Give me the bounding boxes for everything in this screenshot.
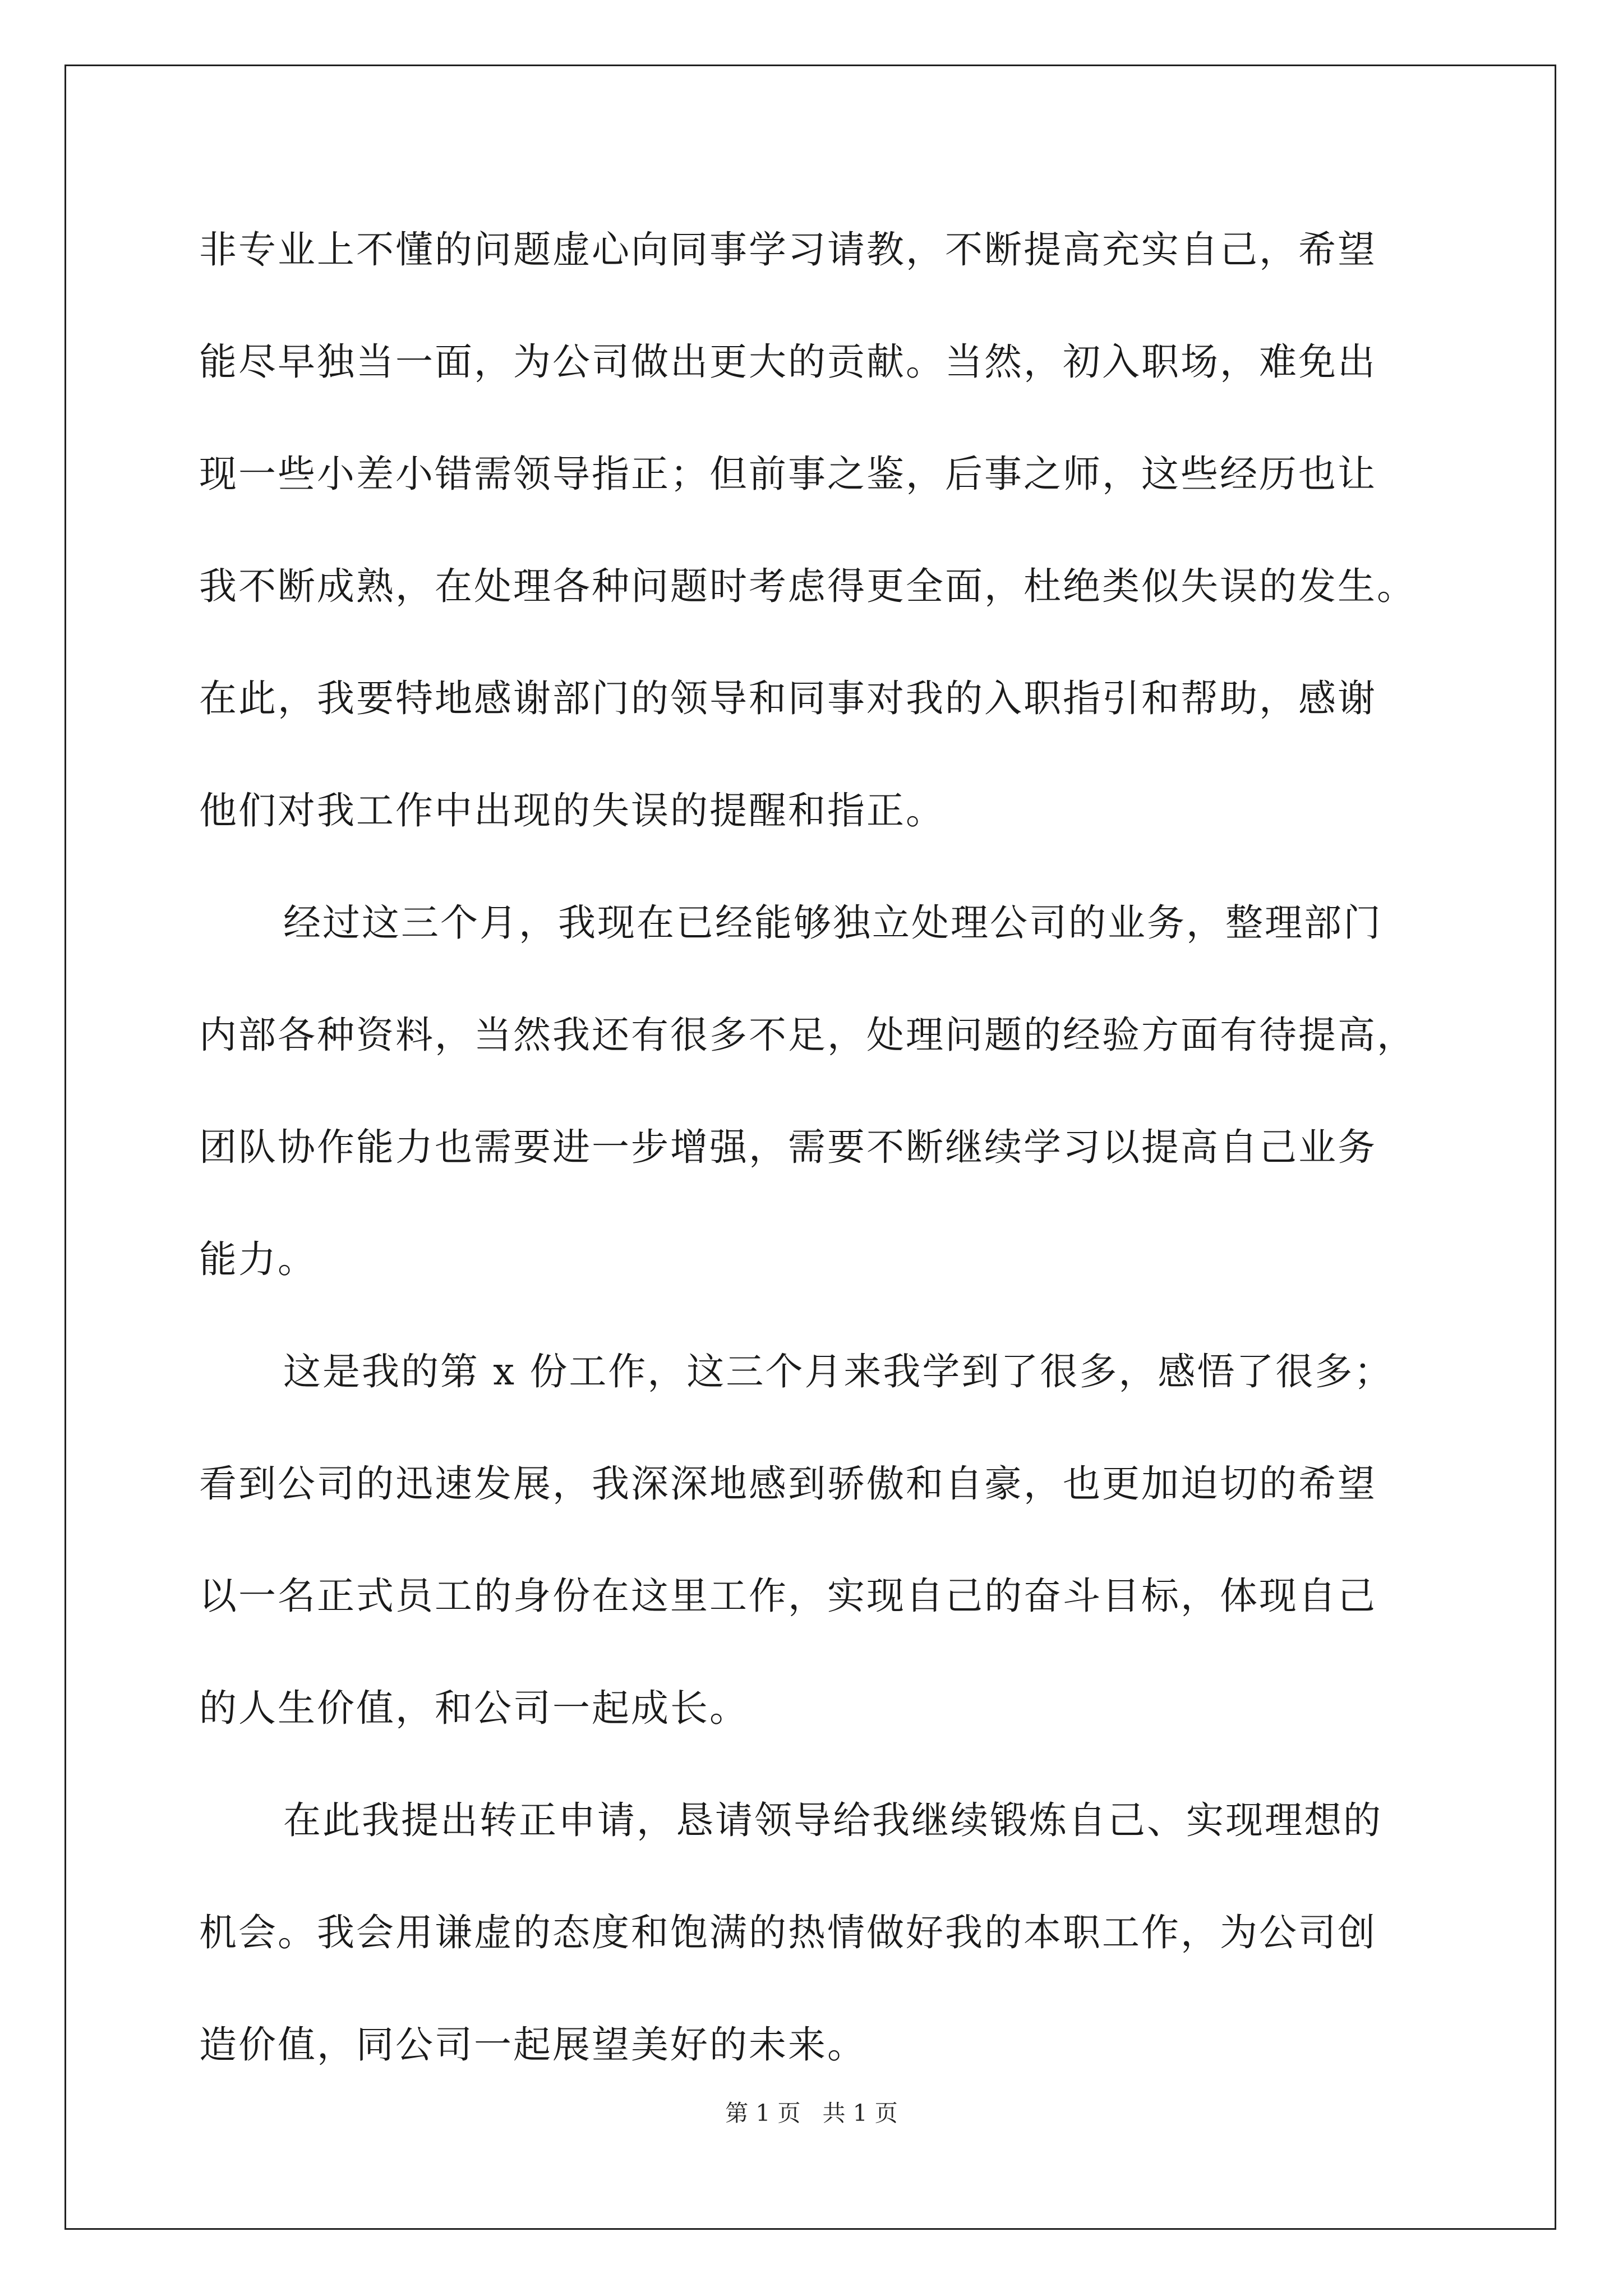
text-line: 非专业上不懂的问题虚心向同事学习请教，不断提高充实自己，希望	[199, 228, 1377, 272]
text-line: 内部各种资料，当然我还有很多不足，处理问题的经验方面有待提高，	[199, 1013, 1416, 1057]
text-line: 他们对我工作中出现的失误的提醒和指正。	[199, 789, 945, 832]
text-line: 在此我提出转正申请，恳请领导给我继续锻炼自己、实现理想的	[283, 1798, 1382, 1842]
text-line: 造价值，同公司一起展望美好的未来。	[199, 2023, 866, 2067]
text-line: 看到公司的迅速发展，我深深地感到骄傲和自豪，也更加迫切的希望	[199, 1462, 1377, 1506]
text-line: 这是我的第 x 份工作，这三个月来我学到了很多，感悟了很多；	[283, 1350, 1394, 1393]
text-line: 能力。	[199, 1237, 317, 1281]
text-line: 现一些小差小错需领导指正；但前事之鉴，后事之师，这些经历也让	[199, 452, 1377, 496]
text-line: 我不断成熟，在处理各种问题时考虑得更全面，杜绝类似失误的发生。	[199, 564, 1416, 608]
text-line: 以一名正式员工的身份在这里工作，实现自己的奋斗目标，体现自己	[199, 1574, 1377, 1618]
page-number-footer: 第 1 页 共 1 页	[725, 2100, 898, 2127]
text-line: 机会。我会用谦虚的态度和饱满的热情做好我的本职工作，为公司创	[199, 1911, 1377, 1954]
text-line: 团队协作能力也需要进一步增强，需要不断继续学习以提高自己业务	[199, 1125, 1377, 1169]
text-line: 经过这三个月，我现在已经能够独立处理公司的业务，整理部门	[283, 901, 1382, 945]
text-line: 在此，我要特地感谢部门的领导和同事对我的入职指引和帮助，感谢	[199, 677, 1377, 720]
text-line: 的人生价值，和公司一起成长。	[199, 1686, 749, 1730]
text-line: 能尽早独当一面，为公司做出更大的贡献。当然，初入职场，难免出	[199, 340, 1377, 384]
